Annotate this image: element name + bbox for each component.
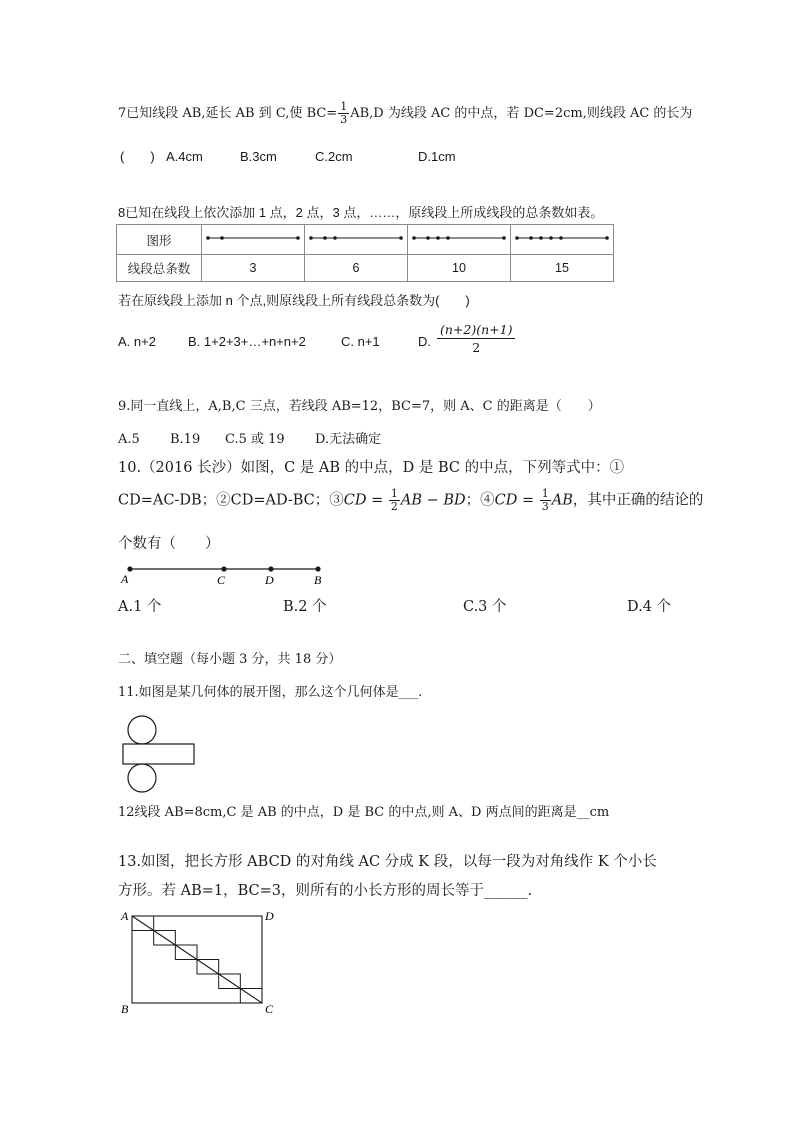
q8-figure-1 <box>202 225 305 255</box>
label-c: C <box>217 573 226 587</box>
q7-text: 7已知线段 AB,延长 AB 到 C,使 BC= <box>118 106 338 121</box>
q10-segment-figure <box>118 560 338 590</box>
label-d: D <box>265 573 274 587</box>
q8-count-1: 3 <box>202 255 305 282</box>
q8-count-2: 6 <box>305 255 408 282</box>
top-circle <box>128 716 156 744</box>
bottom-circle <box>128 764 156 792</box>
q7-fraction: $\frac{1}{3}$ <box>340 100 348 126</box>
q9-option-d: D.无法确定 <box>315 432 382 447</box>
q9-stem: 9.同一直线上，A,B,C 三点，若线段 AB=12，BC=7，则 A、C 的距离是（ ） <box>118 399 601 414</box>
q10-eq4-fraction: $\frac{1}{3}$ <box>541 487 549 513</box>
q9-option-a: A.5 <box>118 432 140 447</box>
q10-eq3-fraction: $\frac{1}{2}$ <box>390 487 398 513</box>
section-heading-fill-in: 二、填空题（每小题 3 分，共 18 分） <box>118 652 342 667</box>
q7-option-c: C.2cm <box>315 149 353 164</box>
segment-point <box>206 236 210 240</box>
segment-point <box>605 236 609 240</box>
corner-label-c: C <box>265 1002 274 1016</box>
q8-table <box>116 224 614 282</box>
q8-row-header-count: 线段总条数 <box>117 255 202 282</box>
q8-option-b: B. 1+2+3+…+n+n+2 <box>188 334 306 349</box>
q13-stem-line2: 方形。若 AB=1，BC=3，则所有的小长方形的周长等于______. <box>118 883 533 899</box>
segment-point <box>323 236 327 240</box>
cylinder-net-figure <box>118 714 202 794</box>
corner-label-d: D <box>265 909 274 923</box>
segment-point <box>296 236 300 240</box>
segment-figure-2 <box>305 225 407 251</box>
point-c <box>221 566 226 571</box>
q10-stem-line2: CD=AC-DB；②CD=AD-BC；③CD = $\frac{1}{2}$ AB − BD；④CD = $\frac{1}{3}$ AB，其中正确的结论的 <box>118 487 704 513</box>
segment-point <box>446 236 450 240</box>
q8-option-d-fraction: (n+2)(n+1) 2 <box>437 322 515 357</box>
q8-figure-4 <box>511 225 614 255</box>
q12-stem: 12线段 AB=8cm,C 是 AB 的中点，D 是 BC 的中点,则 A、D 两点间的距离是__cm <box>118 805 610 820</box>
rectangle-diagonal-figure <box>118 906 288 1021</box>
corner-label-b: B <box>121 1002 129 1016</box>
q8-question: 若在原线段上添加 n 个点,则原线段上所有线段总条数为( ) <box>118 293 470 308</box>
segment-point <box>436 236 440 240</box>
q13-stem-line1: 13.如图，把长方形 ABCD 的对角线 AC 分成 K 段，以每一段为对角线作 K 个小长 <box>118 854 657 870</box>
point-d <box>268 566 273 571</box>
segment-point <box>539 236 543 240</box>
segment-point <box>426 236 430 240</box>
q8-stem: 8已知在线段上依次添加 1 点，2 点，3 点，……，原线段上所成线段的总条数如表。 <box>118 205 604 220</box>
q7-stem <box>118 101 692 126</box>
q8-count-4: 15 <box>511 255 614 282</box>
q8-figure-3 <box>408 225 511 255</box>
q7-answer-blank: ( ) <box>120 149 155 164</box>
segment-point <box>333 236 337 240</box>
segment-point <box>399 236 403 240</box>
q7-text-end: AB,D 为线段 AC 的中点，若 DC=2cm,则线段 AC 的长为 <box>350 106 693 121</box>
q10-option-a: A.1 个 <box>118 599 162 615</box>
segment-point <box>309 236 313 240</box>
segment-point <box>220 236 224 240</box>
q8-option-c: C. n+1 <box>341 334 380 349</box>
label-a: A <box>121 572 129 586</box>
segment-point <box>559 236 563 240</box>
segment-point <box>412 236 416 240</box>
segment-point <box>549 236 553 240</box>
corner-label-a: A <box>121 909 129 923</box>
q11-stem: 11.如图是某几何体的展开图，那么这个几何体是___. <box>118 685 423 700</box>
side-rectangle <box>123 744 194 764</box>
segment-point <box>529 236 533 240</box>
q7-option-b: B.3cm <box>240 149 277 164</box>
q8-count-3: 10 <box>408 255 511 282</box>
point-a <box>127 566 132 571</box>
q9-option-b: B.19 <box>170 432 201 447</box>
label-b: B <box>314 573 322 587</box>
q8-row-header-figure: 图形 <box>117 225 202 255</box>
q7-option-d: D.1cm <box>418 149 456 164</box>
segment-figure-3 <box>408 225 510 251</box>
q7-option-a: A.4cm <box>166 149 203 164</box>
segment-figure-1 <box>202 225 304 251</box>
q8-option-a: A. n+2 <box>118 334 156 349</box>
q8-figure-2 <box>305 225 408 255</box>
q10-option-b: B.2 个 <box>283 599 327 615</box>
q10-option-d: D.4 个 <box>627 599 672 615</box>
point-b <box>315 566 320 571</box>
q10-stem-line3: 个数有（ ） <box>118 536 220 552</box>
q10-stem-line1: 10.（2016 长沙）如图，C 是 AB 的中点，D 是 BC 的中点，下列等式中：① <box>118 460 625 476</box>
segment-point <box>515 236 519 240</box>
segment-figure-4 <box>511 225 613 251</box>
q8-option-d: D. <box>418 334 431 349</box>
q9-option-c: C.5 或 19 <box>225 432 285 447</box>
q10-option-c: C.3 个 <box>463 599 507 615</box>
segment-point <box>502 236 506 240</box>
